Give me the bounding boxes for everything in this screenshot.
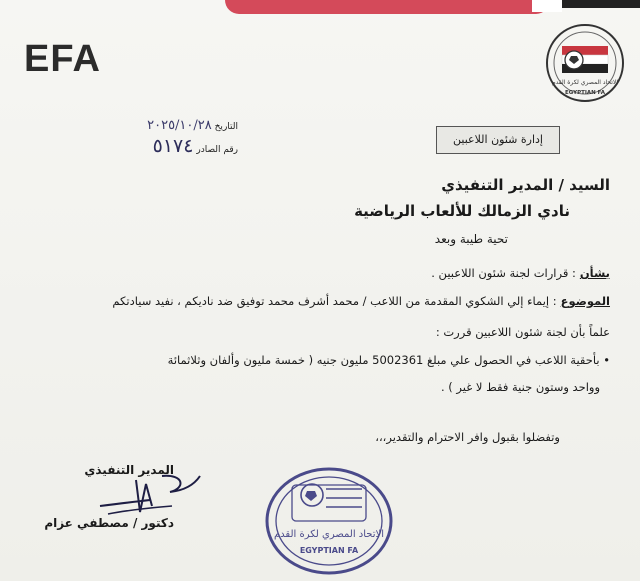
- closing-line: وتفضلوا بقبول وافر الاحترام والتقدير،،،: [375, 430, 560, 444]
- date-line: [128, 118, 238, 133]
- decision-line-1: • بأحقية اللاعب في الحصول علي مبلغ 5002361 مليون جنيه ( خمسة مليون وألفان وثلاثمائة: [167, 353, 610, 367]
- club-name: نادي الزمالك للألعاب الرياضية: [354, 202, 570, 220]
- ref-line: [128, 135, 238, 157]
- signatory-name: دكتور / مصطفي عزام: [44, 516, 174, 530]
- date-ref-block: [128, 118, 238, 157]
- ref-value: ٥١٧٤: [152, 135, 194, 157]
- date-value: ٢٠٢٥/١٠/٢٨: [147, 118, 212, 133]
- efa-logo: EFA: [24, 38, 101, 80]
- ref-label: رقم الصادر: [196, 145, 238, 155]
- stamp-text-ar: الاتحاد المصري لكرة القدم: [273, 529, 385, 540]
- decision-line-2: وواحد وستون جنية فقط لا غير ) .: [440, 380, 600, 394]
- letterhead-red-stripe: [225, 0, 550, 14]
- letterhead-white-stripe: [532, 0, 562, 12]
- reference-line: [112, 294, 610, 308]
- official-stamp: [264, 465, 394, 577]
- crest-caption-en: EGYPTIAN FA: [564, 90, 606, 96]
- reference-text: : إيماء إلي الشكوي المقدمة من اللاعب / محمد أشرف محمد توفيق ضد ناديكم ، نفيد سيادتكم: [112, 294, 557, 308]
- subject-text: : قرارات لجنة شئون اللاعبين .: [431, 266, 576, 280]
- signatory-title: المدير التنفيذي: [84, 463, 174, 477]
- date-label: التاريخ: [214, 122, 238, 132]
- greeting: تحية طيبة وبعد: [434, 232, 508, 246]
- stamp-text-en: EGYPTIAN FA: [299, 546, 359, 555]
- decision-intro: علماً بأن لجنة شئون اللاعبين قررت :: [435, 325, 610, 339]
- egyptian-fa-crest-icon: [544, 22, 626, 104]
- recipient-title: السيد / المدير التنفيذي: [441, 176, 610, 194]
- letterhead-dark-stripe: [562, 0, 640, 8]
- handwritten-signature: [92, 466, 202, 520]
- department-box: إدارة شئون اللاعبين: [436, 126, 560, 154]
- crest-caption-ar: الاتحاد المصري لكرة القدم: [551, 79, 619, 86]
- subject-label: بشأن: [579, 266, 610, 280]
- letterhead-band: [105, 0, 640, 22]
- reference-label: الموضوع: [560, 294, 610, 308]
- subject-line: [431, 266, 610, 280]
